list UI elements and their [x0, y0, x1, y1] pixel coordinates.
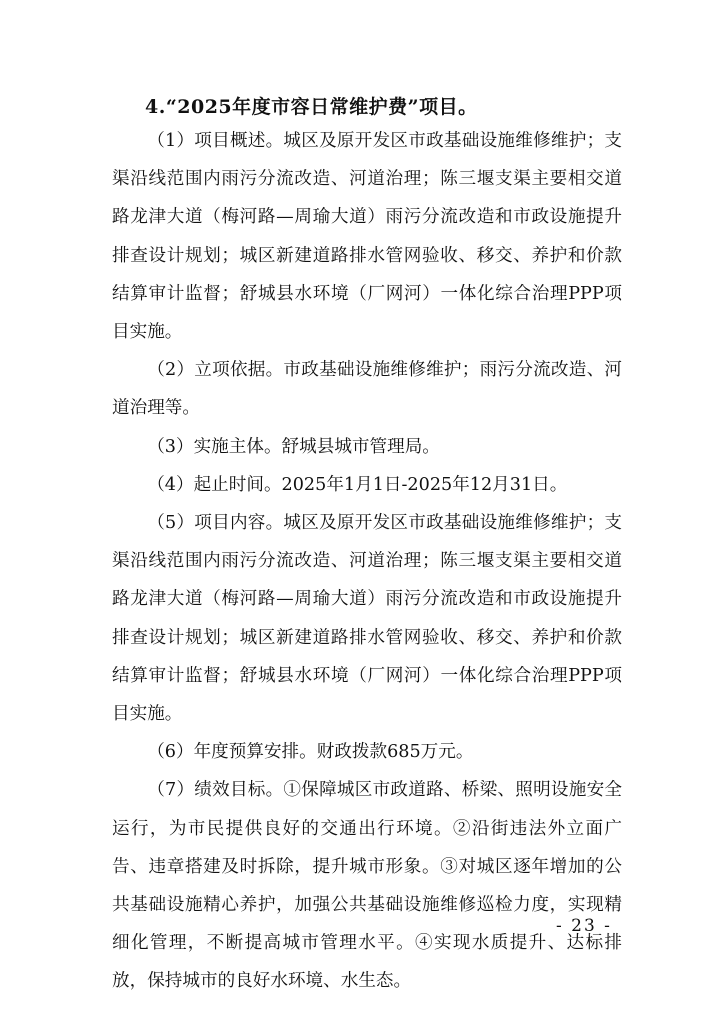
- paragraph-performance-goals: （7）绩效目标。①保障城区市政道路、桥梁、照明设施安全运行，为市民提供良好的交通出行环境。②沿街违法外立面广告、违章搭建及时拆除，提升城市形象。③对城区逐年增加的公共基础设施精心养护，加强公共基础设施维修巡检力度，实现精细化管理，不断提高城市管理水平。④实现水质提升、达标排放，保持城市的良好水环境、水生态。: [112, 780, 622, 992]
- paragraph-project-content: （5）项目内容。城区及原开发区市政基础设施维修维护；支渠沿线范围内雨污分流改造、河道治理；陈三堰支渠主要相交道路龙津大道（梅河路—周瑜大道）雨污分流改造和市政设施提升排查设计规划；城区新建道路排水管网验收、移交、养护和价款结算审计监督；舒城县水环境（厂网河）一体化综合治理PPP项目实施。: [112, 513, 622, 725]
- paragraph-implementing-body: （3）实施主体。舒城县城市管理局。: [147, 436, 440, 457]
- paragraph-project-overview: （1）项目概述。城区及原开发区市政基础设施维修维护；支渠沿线范围内雨污分流改造、河道治理；陈三堰支渠主要相交道路龙津大道（梅河路—周瑜大道）雨污分流改造和市政设施提升排查设计规划；城区新建道路排水管网验收、移交、养护和价款结算审计监督；舒城县水环境（厂网河）一体化综合治理PPP项目实施。: [112, 131, 622, 343]
- body-text: [112, 122, 622, 1001]
- section-heading: 4.“2025年度市容日常维护费”项目。: [145, 96, 478, 118]
- paragraph-project-basis: （2）立项依据。市政基础设施维修维护；雨污分流改造、河道治理等。: [112, 360, 622, 419]
- page-number: - 23 -: [556, 916, 612, 936]
- paragraph-time-period: （4）起止时间。2025年1月1日-2025年12月31日。: [147, 474, 568, 495]
- paragraph-annual-budget: （6）年度预算安排。财政拨款685万元。: [147, 742, 474, 763]
